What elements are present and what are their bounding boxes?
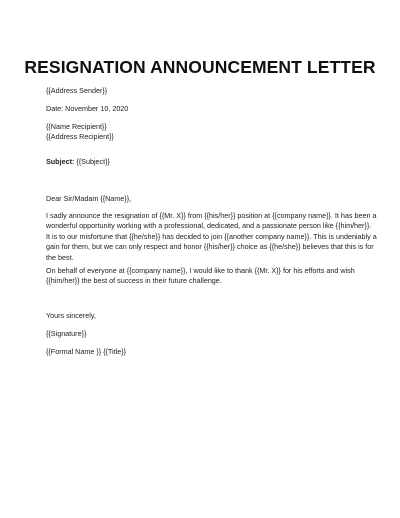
body-paragraph-2 xyxy=(46,266,364,287)
subject-line xyxy=(46,157,110,167)
address-sender: {{Address Sender}} xyxy=(46,86,108,95)
formal-name-title: {{Formal Name }} {{Title}} xyxy=(46,347,127,356)
paragraph-line: On behalf of everyone at {{company name}}, I would like to thank {{Mr. X}} for his efforts and wish xyxy=(46,266,355,275)
subject-value: {{Subject}} xyxy=(74,157,110,166)
closing: Yours sincerely, xyxy=(46,311,96,320)
signature: {{Signature}} xyxy=(46,329,87,338)
name-recipient: {{Name Recipient}} xyxy=(46,122,107,131)
body-paragraph-1 xyxy=(46,211,377,263)
paragraph-line: gain for them, but we can only respect and honor {{his/her}} choice as {{he/she}} believes that this is for xyxy=(46,242,374,252)
paragraph-line: I sadly announce the resignation of {{Mr. X}} from {{his/her}} position at {{company name}}. It has been a xyxy=(46,211,377,220)
paragraph-line: the best. xyxy=(46,252,74,262)
paragraph-line: It is to our misfortune that {{he/she}} has decided to join {{another company name}}. This is undeniably a xyxy=(46,231,377,241)
salutation: Dear Sir/Madam {{Name}}, xyxy=(46,194,132,203)
page-title: RESIGNATION ANNOUNCEMENT LETTER xyxy=(24,57,376,77)
address-recipient: {{Address Recipient}} xyxy=(46,132,114,141)
paragraph-line: {{him/her}} the best of success in their future challenge. xyxy=(46,276,222,286)
subject-label: Subject: xyxy=(46,157,75,166)
letter-date: Date: November 10, 2020 xyxy=(46,104,129,113)
paragraph-line: wonderful opportunity working with a professional, dedicated, and a passionate person like {{him/her}}. xyxy=(46,221,372,231)
